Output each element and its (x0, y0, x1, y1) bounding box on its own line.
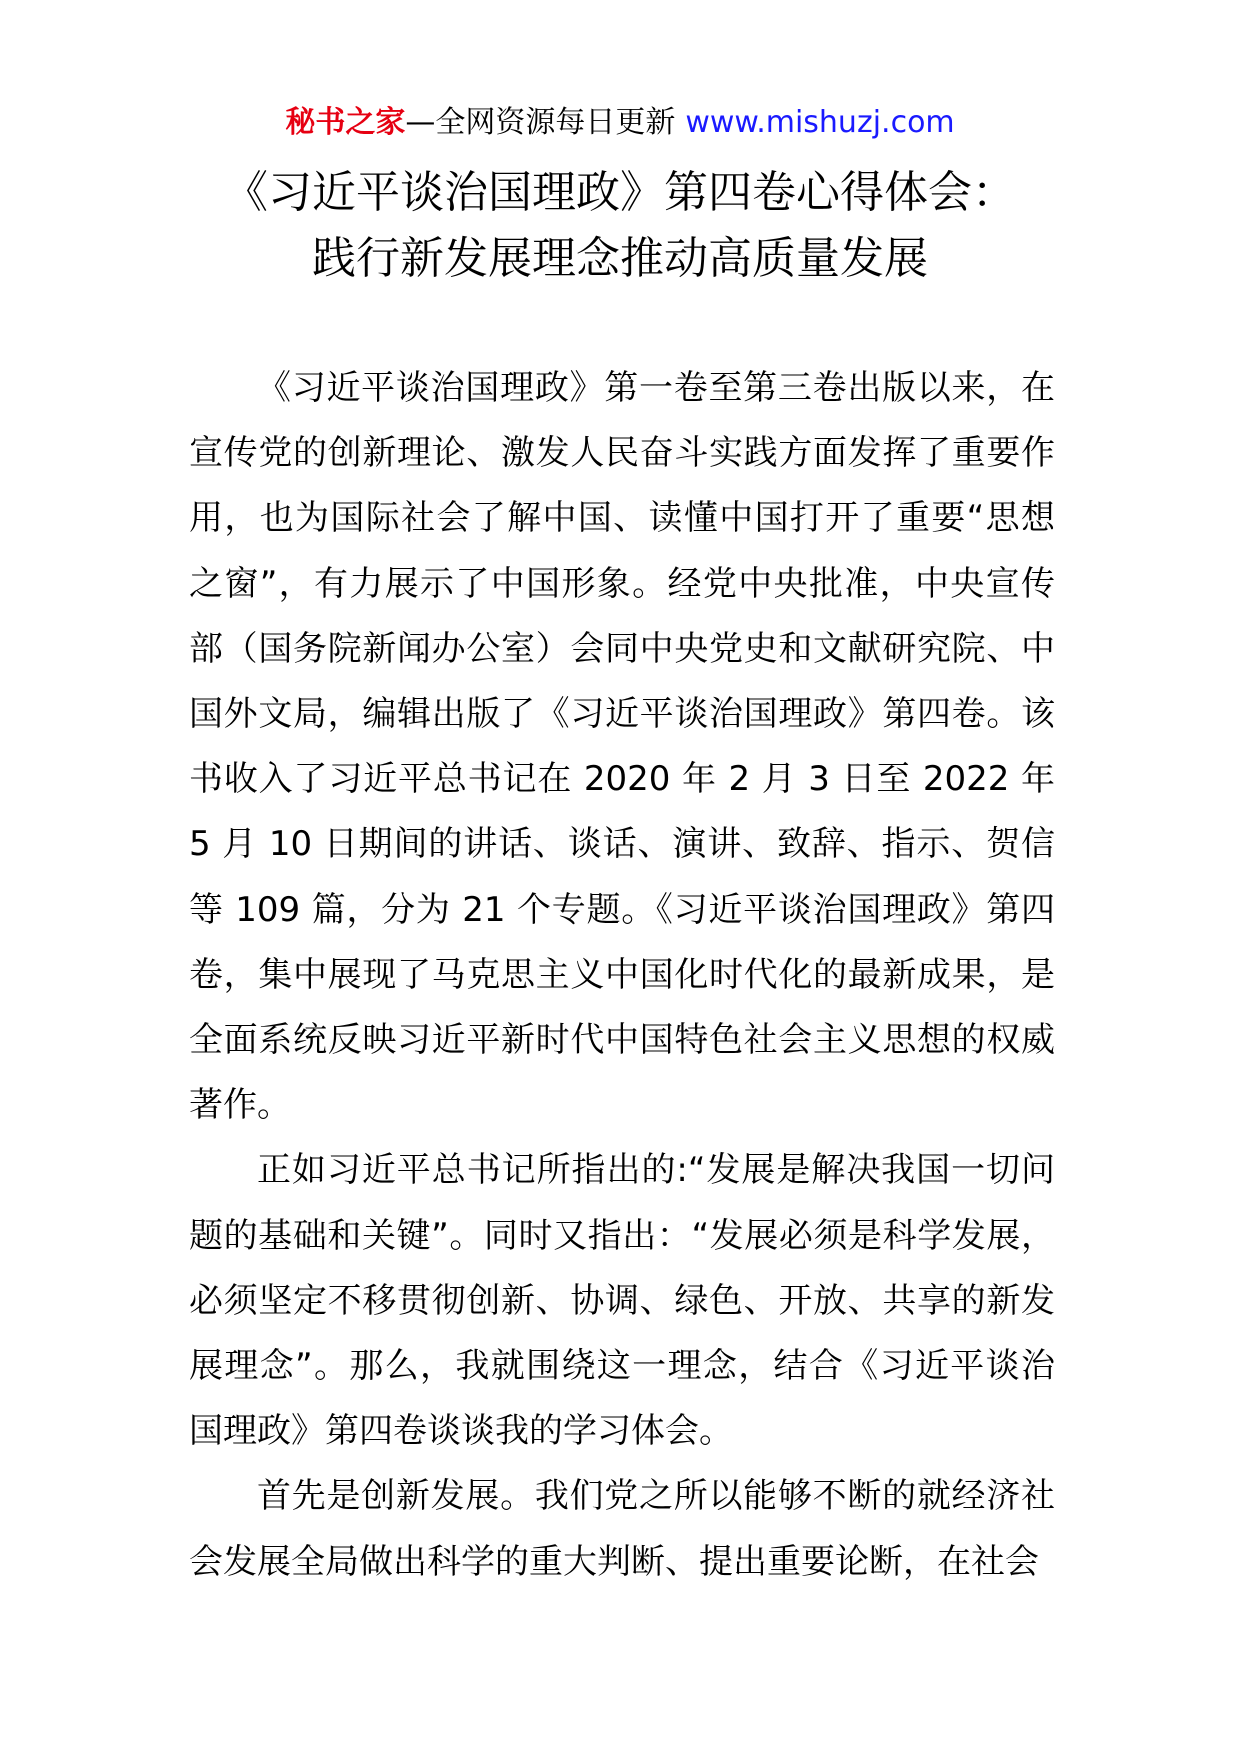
title-line-2: 践行新发展理念推动高质量发展 (312, 233, 928, 284)
site-header (0, 101, 1240, 145)
header-tagline: —全网资源每日更新 (405, 105, 676, 140)
title-line-1: 《习近平谈治国理政》第四卷心得体会： (224, 167, 1016, 218)
paragraph-intro: 《习近平谈治国理政》第一卷至第三卷出版以来，在宣传党的创新理论、激发人民奋斗实践方面发挥了重要作用，也为国际社会了解中国、读懂中国打开了重要“思想之窗”，有力展示了中国形象。经党中央批准，中央宣传部（国务院新闻办公室）会同中央党史和文献研究院、中国外文局，编辑出版了《习近平谈治国理政》第四卷。该书收入了习近平总书记在 2020 年 2 月 3 日至 2022 年 5 月 10 日期间的讲话、谈话、演讲、致辞、指示、贺信等 109 篇，分为 21 个专题。《习近平谈治国理政》第四卷，集中展现了马克思主义中国化时代化的最新成果，是全面系统反映习近平新时代中国特色社会主义思想的权威著作。 (189, 368, 1055, 1126)
paragraph-quote: 正如习近平总书记所指出的:“发展是解决我国一切问题的基础和关键”。同时又指出：“发展必须是科学发展，必须坚定不移贯彻创新、协调、绿色、开放、共享的新发展理念”。那么，我就围绕这一理念，结合《习近平谈治国理政》第四卷谈谈我的学习体会。 (189, 1150, 1055, 1452)
site-url[interactable]: www.mishuzj.com (685, 105, 955, 140)
brand-name: 秘书之家 (285, 105, 406, 140)
paragraph-innovation: 首先是创新发展。我们党之所以能够不断的就经济社会发展全局做出科学的重大判断、提出重要论断，在社会 (189, 1476, 1055, 1582)
document-body (189, 356, 1055, 1595)
document-title (0, 160, 1240, 292)
